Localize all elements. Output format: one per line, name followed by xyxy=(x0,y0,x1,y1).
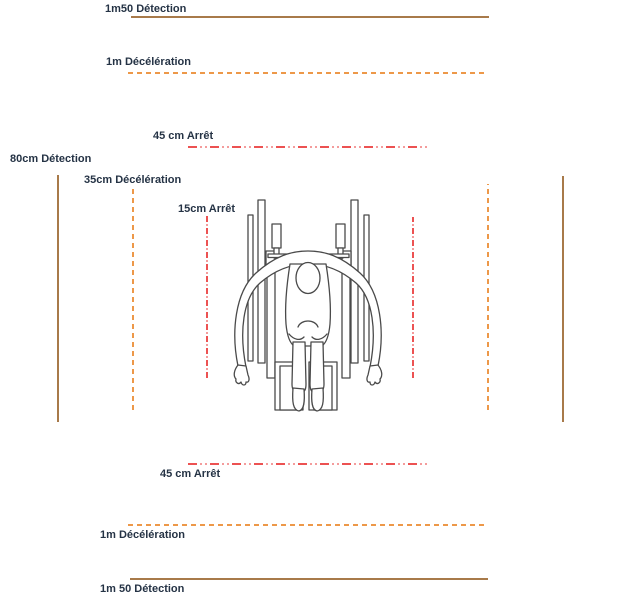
label-bottom-deceleration: 1m Décélération xyxy=(100,529,185,541)
line-top-deceleration xyxy=(128,72,488,74)
line-top-detection xyxy=(131,16,489,18)
label-top-detection: 1m50 Détection xyxy=(105,3,187,15)
wheelchair-occupant xyxy=(234,251,381,411)
line-bottom-stop xyxy=(188,463,428,465)
wheelchair-figure xyxy=(230,194,402,419)
label-top-deceleration: 1m Décélération xyxy=(106,56,191,68)
line-left-deceleration xyxy=(132,187,134,410)
occupant-head xyxy=(296,263,320,294)
line-left-stop xyxy=(206,215,208,378)
line-right-stop xyxy=(412,217,414,378)
label-bottom-stop: 45 cm Arrêt xyxy=(160,468,221,480)
label-left-detection: 80cm Détection xyxy=(10,153,92,165)
line-top-stop xyxy=(188,146,428,148)
label-left-deceleration: 35cm Décélération xyxy=(84,174,182,186)
label-bottom-detection: 1m 50 Détection xyxy=(100,583,185,595)
line-right-deceleration xyxy=(487,184,489,410)
line-bottom-detection xyxy=(130,578,488,580)
line-bottom-deceleration xyxy=(128,524,487,526)
label-left-stop: 15cm Arrêt xyxy=(178,203,236,215)
line-right-detection xyxy=(562,176,564,422)
line-left-detection xyxy=(57,175,59,422)
label-top-stop: 45 cm Arrêt xyxy=(153,130,214,142)
